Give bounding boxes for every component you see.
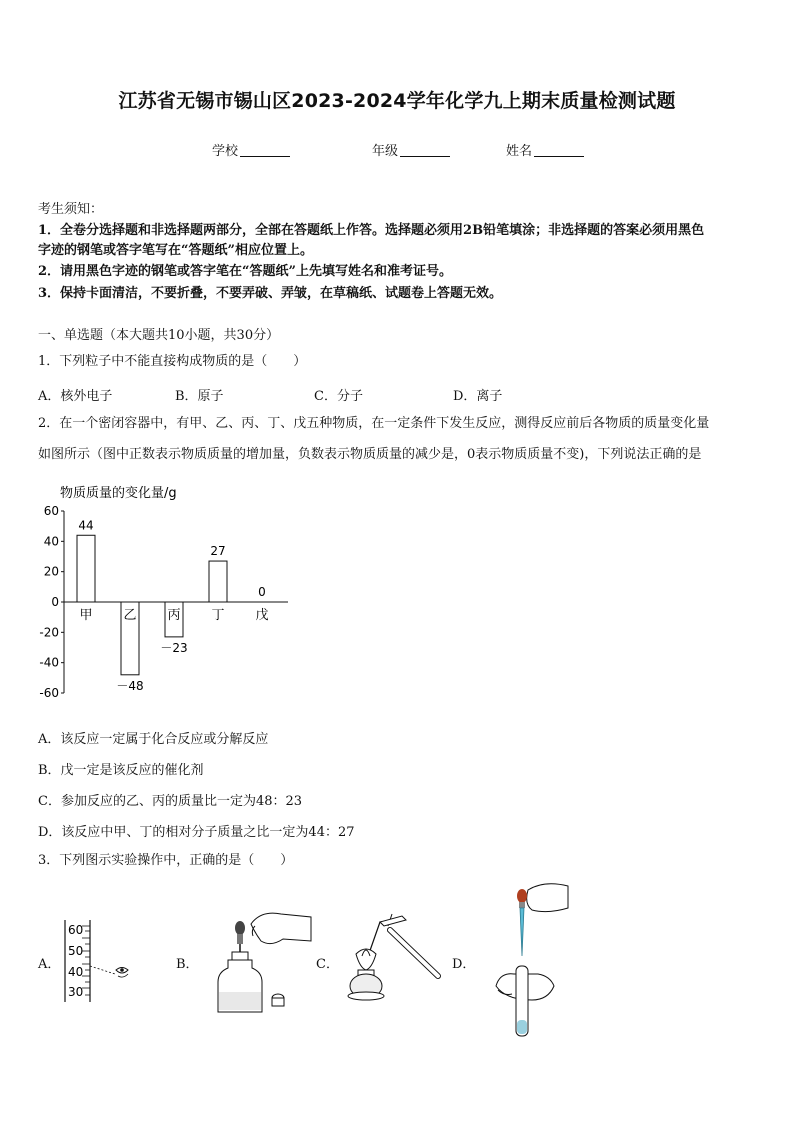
scale-60: 60 [68, 923, 84, 937]
x-category-label: 丁 [211, 608, 225, 623]
y-tick-label: 20 [43, 564, 59, 579]
grade-label: 年级 [372, 144, 399, 159]
bar-chart-svg [36, 480, 306, 700]
y-tick-label: -60 [39, 686, 59, 700]
mass-change-chart [36, 480, 306, 700]
data-label: －23 [160, 640, 188, 655]
q2-stem-1: 2．在一个密闭容器中，有甲、乙、丙、丁、戊五种物质，在一定条件下发生反应，测得反应前后各物质的质量变化量 [38, 416, 710, 431]
notice-item-1: 1．全卷分选择题和非选择题两部分，全部在答题纸上作答。选择题必须用2B铅笔填涂；非选择题的答案必须用黑色 [38, 223, 705, 238]
grade-blank[interactable] [400, 144, 450, 157]
figure-b-dropper-bottle [215, 906, 315, 1018]
school-field[interactable] [212, 140, 290, 159]
notice-item-1b: 字迹的钢笔或答字笔写在“答题纸”相应位置上。 [38, 243, 313, 258]
q3-option-a[interactable]: A． [38, 957, 61, 972]
q3-stem: 3．下列图示实验操作中，正确的是（ ） [38, 853, 294, 868]
q3-option-c[interactable]: C． [316, 957, 339, 972]
data-label: 0 [258, 585, 266, 599]
q1-option-d[interactable]: D．离子 [453, 389, 503, 404]
school-blank[interactable] [240, 144, 290, 157]
q1-stem: 1．下列粒子中不能直接构成物质的是（ ） [38, 354, 307, 369]
y-tick-label: 0 [51, 595, 59, 609]
school-label: 学校 [212, 144, 239, 159]
y-tick-label: 60 [43, 504, 59, 518]
q2-stem-2: 如图所示（图中正数表示物质质量的增加量，负数表示物质质量的减少是，0表示物质质量不变)，下列说法正确的是 [38, 447, 702, 462]
q2-option-a[interactable]: A．该反应一定属于化合反应或分解反应 [38, 732, 269, 747]
name-label: 姓名 [506, 144, 533, 159]
y-tick-label: -40 [39, 655, 59, 670]
data-label: －48 [116, 678, 144, 693]
data-label: 27 [210, 544, 226, 559]
grade-field[interactable] [372, 140, 450, 159]
bar-3 [209, 561, 227, 602]
q1-option-b[interactable]: B．原子 [175, 389, 224, 404]
x-category-label: 戊 [255, 608, 269, 623]
y-tick-label: 40 [43, 534, 59, 549]
scale-40: 40 [68, 965, 84, 979]
notice-item-2: 2．请用黑色字迹的钢笔或答字笔在“答题纸”上先填写姓名和准考证号。 [38, 264, 453, 279]
page-title: 江苏省无锡市锡山区2023-2024学年化学九上期末质量检测试题 [118, 90, 676, 112]
q2-option-b[interactable]: B．戊一定是该反应的催化剂 [38, 763, 204, 778]
data-label: 44 [78, 518, 94, 533]
figure-d-dropper-test-tube [476, 880, 576, 1042]
q2-option-c[interactable]: C．参加反应的乙、丙的质量比一定为48：23 [38, 794, 303, 809]
q2-option-d[interactable]: D．该反应中甲、丁的相对分子质量之比一定为44：27 [38, 825, 355, 840]
y-tick-label: -20 [39, 625, 59, 640]
chart-title: 物质质量的变化量/g [60, 486, 177, 501]
bar-0 [77, 535, 95, 602]
q1-option-a[interactable]: A．核外电子 [38, 389, 113, 404]
x-category-label: 乙 [123, 608, 137, 623]
x-category-label: 甲 [79, 608, 93, 623]
figure-c-heating-test-tube [340, 912, 450, 1014]
x-category-label: 丙 [167, 608, 181, 623]
q3-option-d[interactable]: D． [452, 957, 476, 972]
q3-option-b[interactable]: B． [176, 957, 199, 972]
figure-a-cylinder-reading [60, 918, 140, 1004]
section-heading: 一、单选题（本大题共10小题，共30分） [38, 328, 280, 343]
scale-30: 30 [68, 985, 84, 999]
q1-option-c[interactable]: C．分子 [314, 389, 363, 404]
name-blank[interactable] [534, 144, 584, 157]
scale-50: 50 [68, 944, 84, 958]
name-field[interactable] [506, 140, 584, 159]
notice-heading: 考生须知： [38, 202, 104, 217]
notice-item-3: 3．保持卡面清洁，不要折叠，不要弄破、弄皱，在草稿纸、试题卷上答题无效。 [38, 286, 503, 301]
